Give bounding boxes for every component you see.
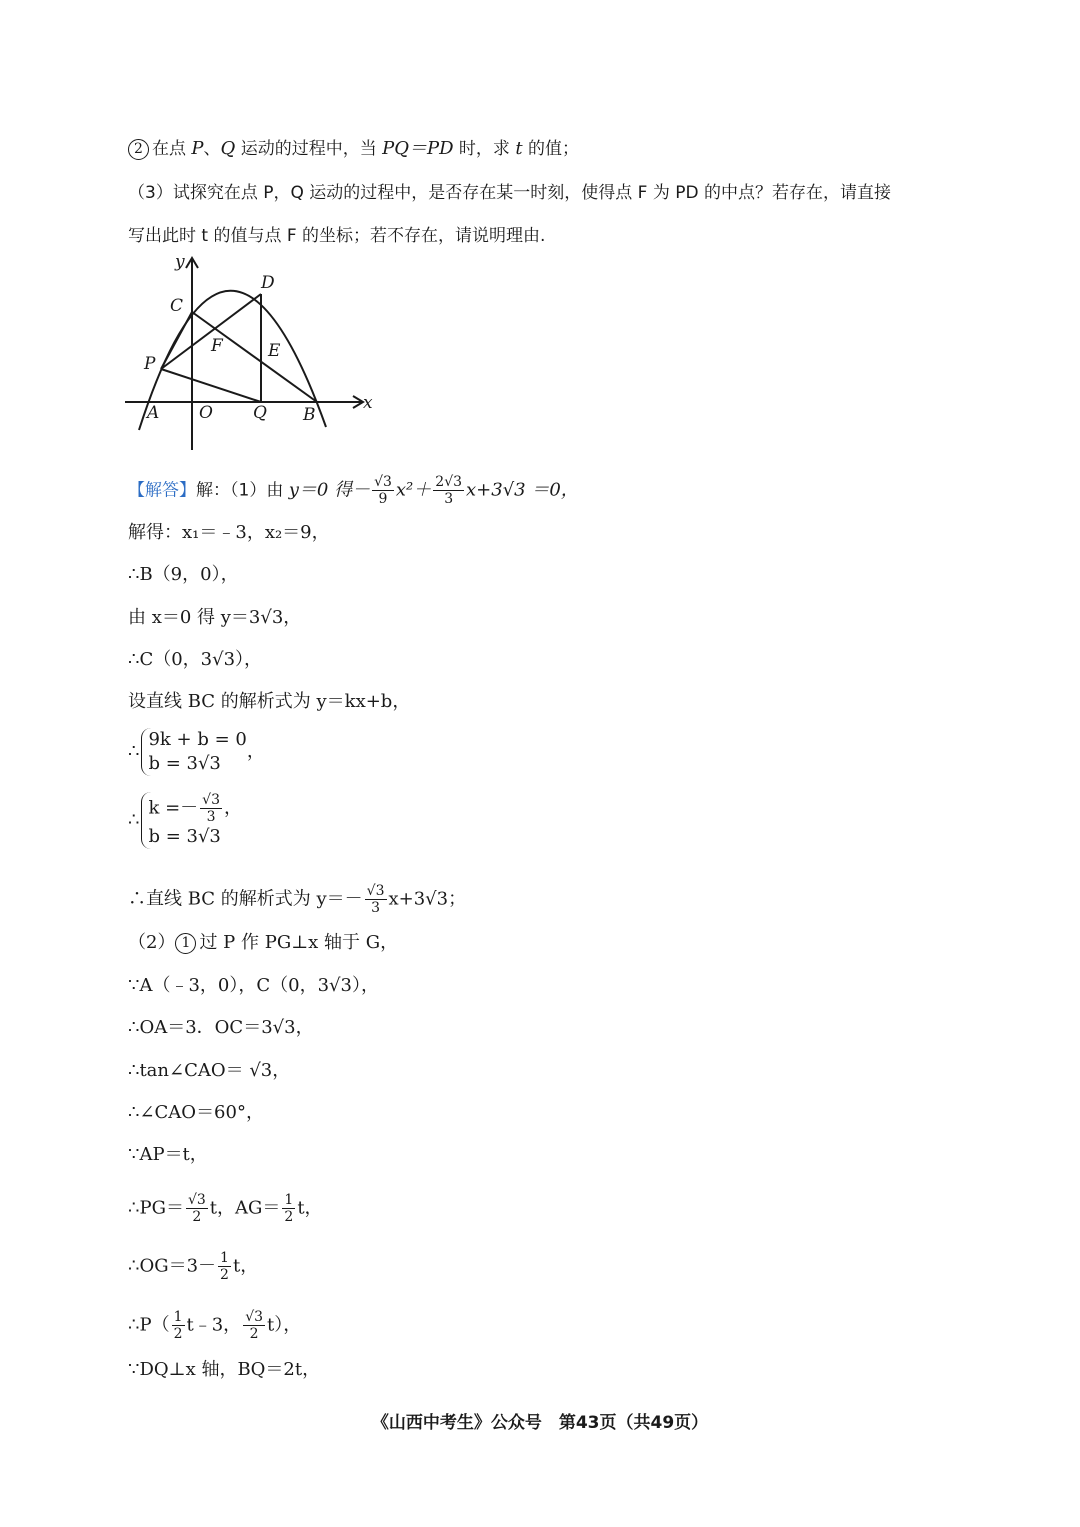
segment-CB: [192, 312, 317, 402]
geometry-figure: [125, 252, 375, 457]
solution-line-17: ∴OG＝3－ $\frac{1}{2}$ t，: [128, 1250, 259, 1283]
answer-tag: 【解答】: [128, 480, 196, 501]
label-A: A: [147, 403, 160, 423]
solution-line-12: ∴OA＝3．OC＝3√3，: [128, 1017, 314, 1038]
segment-PQ: [161, 369, 261, 402]
question-2-2: 2 在点 P、Q 运动的过程中，当 PQ＝PD 时，求 t 的值；: [128, 137, 579, 161]
solution-line-2: 解得：x₁＝﹣3，x₂＝9，: [128, 522, 330, 543]
fraction: $\frac{1}{2}$: [284, 1192, 294, 1225]
solution-line-3: ∴B（9，0），: [128, 564, 239, 585]
fraction: $\frac{1}{2}$: [173, 1309, 183, 1342]
question-3-line2: 写出此时 t 的值与点 F 的坐标；若不存在，请说明理由.: [128, 226, 546, 246]
fraction: $\frac{√3}{2}$: [245, 1309, 264, 1342]
label-O: O: [199, 403, 213, 423]
label-C: C: [170, 296, 184, 316]
circled-number: 2: [128, 139, 149, 160]
solution-line-18: ∴P（ $\frac{1}{2}$ t﹣3， $\frac{√3}{2}$ t），: [128, 1309, 302, 1342]
label-P: P: [144, 354, 156, 374]
solution-line-11: ∵A（﹣3，0），C（0，3√3），: [128, 975, 379, 996]
solution-line-15: ∵AP＝t，: [128, 1144, 208, 1165]
equation-system: k =－ $\frac{√3}{3}$ ， b = 3√3: [141, 792, 242, 849]
fraction: $\frac{√3}{2}$: [187, 1192, 206, 1225]
label-Q: Q: [253, 403, 267, 423]
solution-line-8: ∴ k =－ $\frac{√3}{3}$ ， b = 3√3: [128, 792, 242, 847]
page-footer: 《山西中考生》公众号 第43页（共49页）: [371, 1413, 709, 1433]
solution-line-5: ∴C（0，3√3），: [128, 649, 263, 670]
solution-line-9: ∴直线 BC 的解析式为 y＝－ $\frac{√3}{3}$ x+3√3；: [128, 883, 467, 916]
fraction: $\frac{1}{2}$: [220, 1250, 229, 1283]
label-D: D: [261, 273, 275, 293]
solution-line-7: ∴ 9k + b = 0 b = 3√3 ，: [128, 729, 265, 774]
solution-line-16: ∴PG＝ $\frac{√3}{2}$ t，AG＝ $\frac{1}{2}$ t，: [128, 1192, 323, 1225]
label-E: E: [268, 341, 281, 361]
solution-line-4: 由 x＝0 得 y＝3√3，: [128, 607, 302, 628]
solution-line-14: ∴∠CAO＝60°，: [128, 1102, 264, 1123]
fraction: $\frac{2√3}{3}$: [435, 474, 463, 507]
label-x: x: [363, 393, 373, 413]
circled-number: 1: [175, 933, 196, 954]
label-B: B: [303, 405, 316, 425]
question-3-line1: （3）试探究在点 P，Q 运动的过程中，是否存在某一时刻，使得点 F 为 PD 的中点？若存在，请直接: [128, 183, 891, 203]
fraction: $\frac{√3}{3}$: [366, 883, 385, 916]
fraction: $\frac{√3}{9}$: [374, 474, 392, 507]
parabola-curve: [139, 291, 326, 430]
solution-line-6: 设直线 BC 的解析式为 y＝kx+b，: [128, 691, 411, 712]
segment-PC: [161, 312, 192, 369]
equation-system: 9k + b = 0 b = 3√3: [141, 728, 246, 776]
label-y: y: [175, 252, 185, 272]
solution-line-1: 【解答】解：（1）由 y＝0 得－ $\frac{√3}{9}$ x²＋ $\frac{2√3}{3}$ x+3√3 ＝0，: [128, 474, 579, 507]
label-F: F: [211, 336, 223, 356]
solution-line-10: （2） 1 过 P 作 PG⊥x 轴于 G，: [128, 932, 399, 953]
solution-line-19: ∵DQ⊥x 轴，BQ＝2t，: [128, 1359, 321, 1380]
solution-line-13: ∴tan∠CAO＝ √3，: [128, 1060, 291, 1081]
